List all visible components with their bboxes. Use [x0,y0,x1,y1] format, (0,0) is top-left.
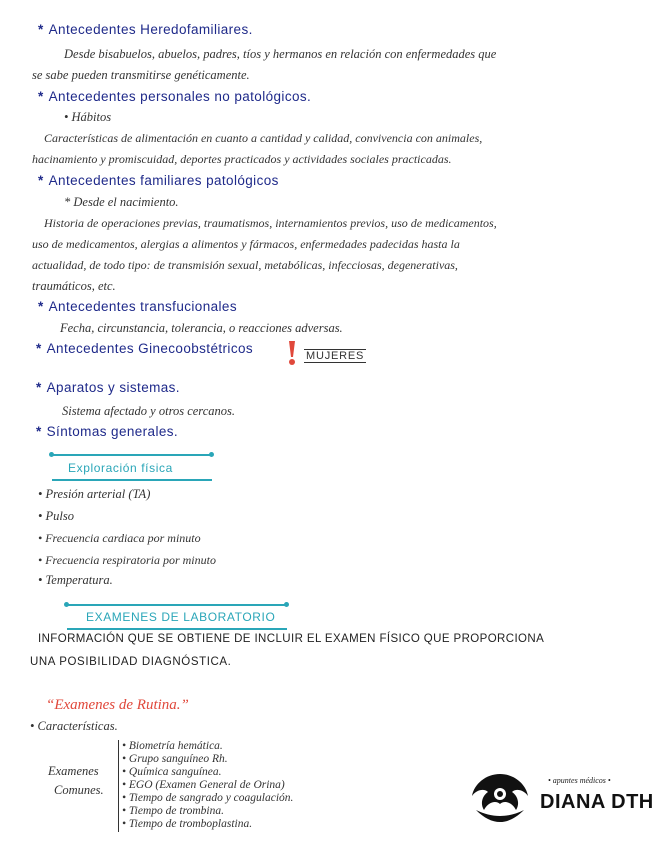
exploracion-item: • Temperatura. [38,573,113,587]
exploracion-item: • Frecuencia respiratoria por minuto [38,553,216,567]
brand-name: DIANA DTH [540,791,654,813]
group-label: Examenes [48,764,99,778]
exam-item: • EGO (Examen General de Orina) [122,779,285,791]
exploracion-item: • Pulso [38,509,74,523]
text-line: Fecha, circunstancia, tolerancia, o reacciones adversas. [60,321,343,335]
text-line: uso de medicamentos, alergias a alimentos y fármacos, enfermedades padecidas hasta la [32,237,460,251]
bar-bottom [67,628,287,630]
exam-item: • Tiempo de tromboplastina. [122,818,253,830]
exam-item: • Tiempo de sangrado y coagulación. [122,792,294,804]
examenes-description-line: INFORMACIÓN QUE SE OBTIENE DE INCLUIR EL EXAMEN FÍSICO QUE PROPORCIONA [38,633,545,645]
exam-item: • Tiempo de trombina. [122,805,224,817]
heading-personales-no-patologicos: * Antecedentes personales no patológicos. [38,89,312,104]
examenes-description-line: UNA POSIBILIDAD DIAGNÓSTICA. [30,656,232,668]
heading-transfucionales: * Antecedentes transfucionales [38,299,237,314]
text-line: Desde bisabuelos, abuelos, padres, tíos y hermanos en relación con enfermedades que [64,47,497,61]
bar-top [67,604,287,606]
rutina-title: “Examenes de Rutina.” [46,697,189,713]
examenes-title: EXAMENES DE LABORATORIO [86,610,276,624]
exam-item: • Grupo sanguíneo Rh. [122,753,228,765]
text-line: • Hábitos [64,110,112,124]
text-line: Sistema afectado y otros cercanos. [62,404,235,418]
exclamation-icon [288,340,296,366]
brand-emblem-icon [466,770,534,826]
heading-aparatos-sistemas: * Aparatos y sistemas. [36,380,180,395]
bar-top [52,454,212,456]
bar-bottom [52,479,212,481]
bar-dot [284,602,289,607]
group-label: Comunes. [54,783,104,797]
text-line: Características de alimentación en cuanto a cantidad y calidad, convivencia con animales, [44,131,483,145]
exam-item: • Química sanguínea. [122,766,222,778]
heading-familiares-patologicos: * Antecedentes familiares patológicos [38,173,279,188]
bar-dot [209,452,214,457]
text-line: traumáticos, etc. [32,279,116,293]
exploracion-title: Exploración física [68,461,173,475]
text-line: se sabe pueden transmitirse genéticamente. [32,68,250,82]
exploracion-item: • Frecuencia cardiaca por minuto [38,531,201,545]
text-line: actualidad, de todo tipo: de transmisión sexual, metabólicas, infecciosas, degenerativas, [32,258,458,272]
bracket [118,740,119,832]
text-line: hacinamiento y promiscuidad, deportes practicados y actividades sociales practicadas. [32,152,452,166]
heading-sintomas-generales: * Síntomas generales. [36,424,179,439]
brand-tagline: • apuntes médicos • [548,776,611,785]
mujeres-note: MUJERES [306,350,365,362]
heading-ginecoobstetricos: * Antecedentes Ginecoobstétricos [36,341,254,356]
heading-heredofamiliares: * Antecedentes Heredofamiliares. [38,22,253,37]
exam-item: • Biometría hemática. [122,740,223,752]
exploracion-item: • Presión arterial (TA) [38,487,151,501]
caracteristicas-label: • Características. [30,719,118,733]
text-line: * Desde el nacimiento. [64,195,179,209]
text-line: Historia de operaciones previas, traumatismos, internamientos previos, uso de medicamentos, [44,216,497,230]
